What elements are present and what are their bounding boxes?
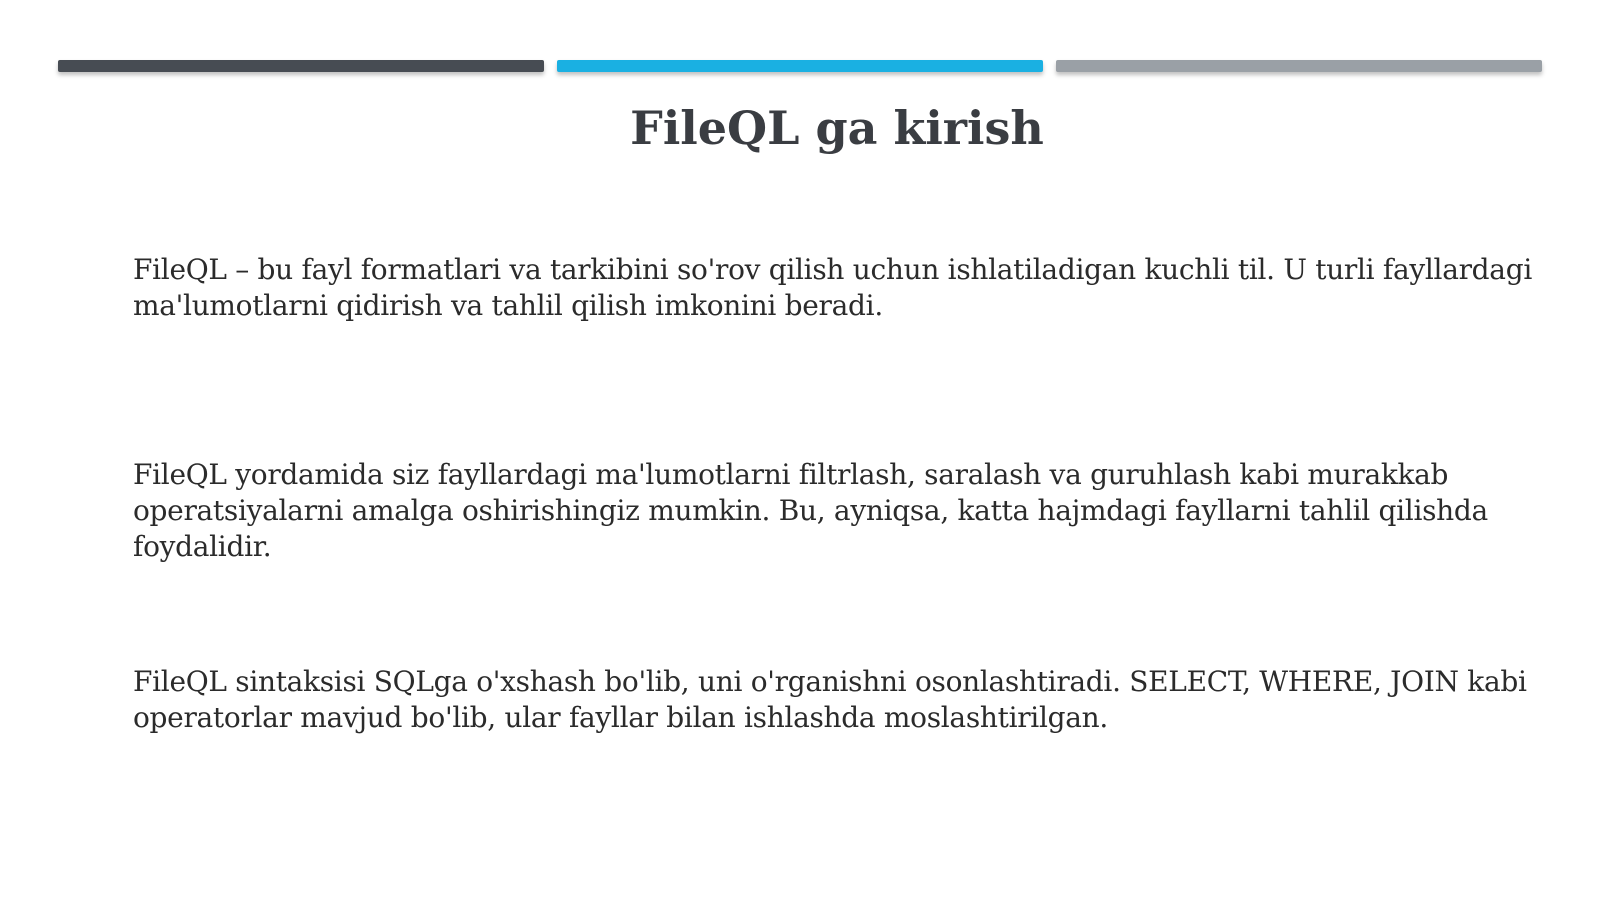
accent-bar-dark xyxy=(58,60,544,72)
paragraph-operations: FileQL yordamida siz fayllardagi ma'lumotlarni filtrlash, saralash va guruhlash kabi murakkab operatsiyalarni amalga oshirishingiz mumkin. Bu, ayniqsa, katta hajmdagi fayllarni tahlil qilishda foydalidir. xyxy=(133,458,1488,563)
paragraph-intro: FileQL – bu fayl formatlari va tarkibini so'rov qilish uchun ishlatiladigan kuchli til. U turli fayllardagi ma'lumotlarni qidirish va tahlil qilish imkonini beradi. xyxy=(133,253,1532,322)
slide-title: FileQL ga kirish xyxy=(630,101,1044,155)
paragraph-syntax: FileQL sintaksisi SQLga o'xshash bo'lib, uni o'rganishni osonlashtiradi. SELECT, WHERE, JOIN kabi operatorlar mavjud bo'lib, ular fayllar bilan ishlashda moslashtirilgan. xyxy=(133,665,1527,734)
accent-bar-gray xyxy=(1056,60,1542,72)
accent-bar-blue xyxy=(557,60,1043,72)
